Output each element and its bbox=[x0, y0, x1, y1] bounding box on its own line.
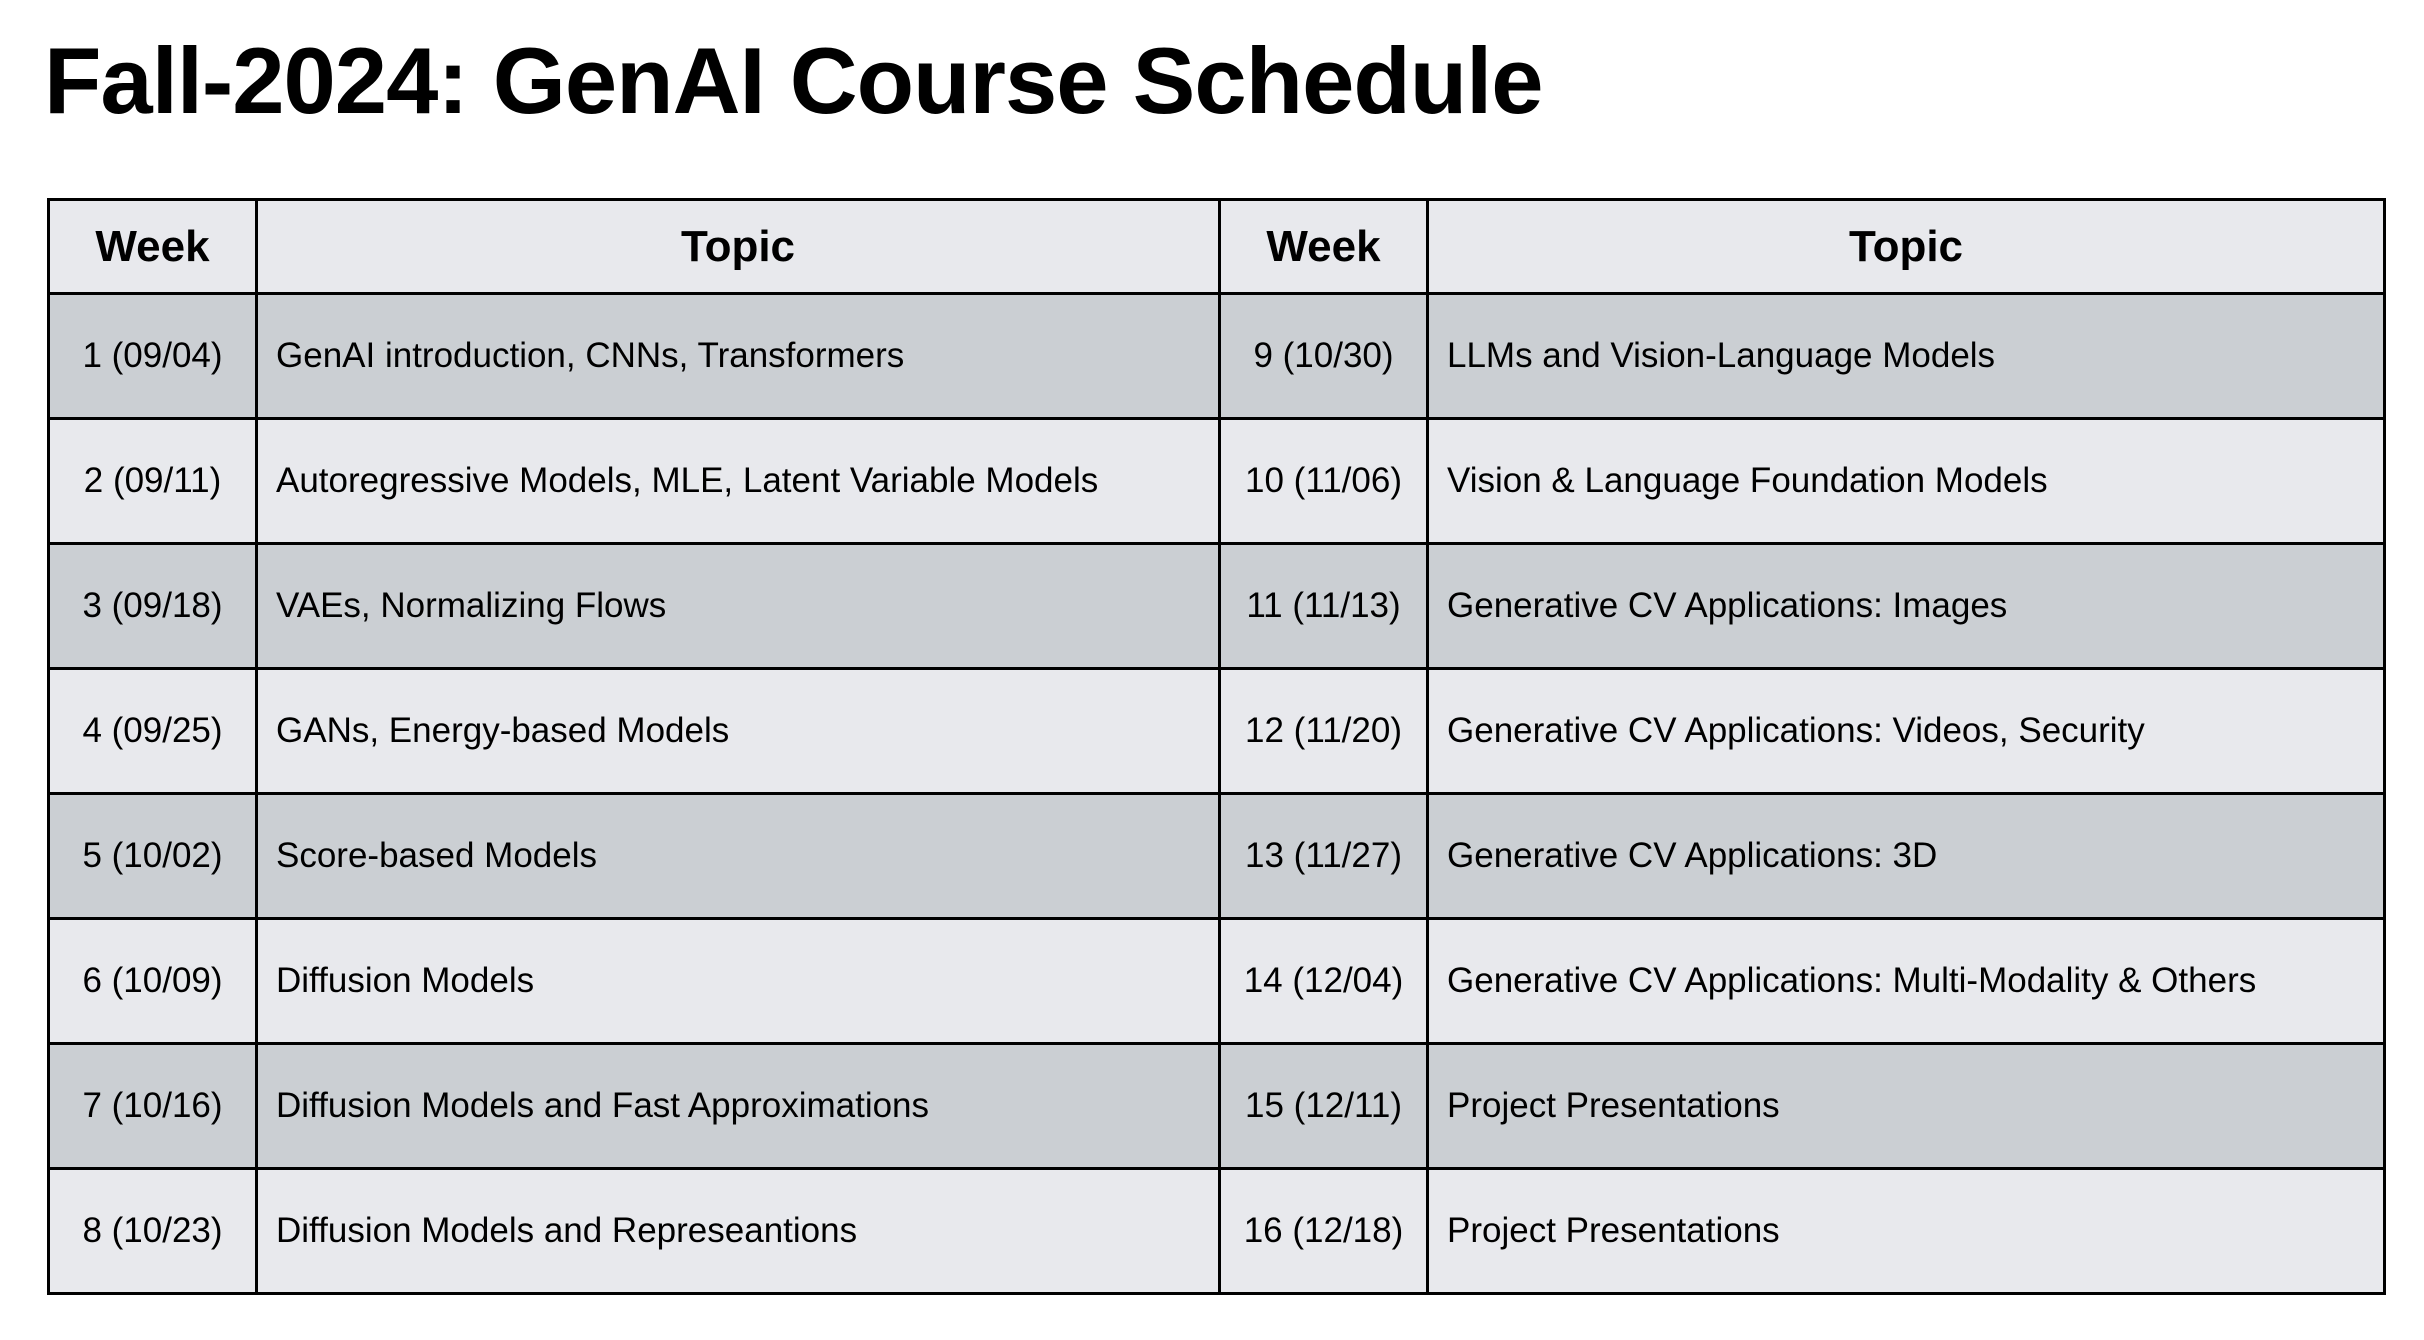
topic-right-cell: Generative CV Applications: 3D bbox=[1428, 794, 2385, 919]
header-week-left: Week bbox=[49, 200, 257, 294]
topic-left-cell: Diffusion Models and Represeantions bbox=[257, 1169, 1220, 1294]
table-row bbox=[49, 544, 2385, 669]
header-week-right: Week bbox=[1220, 200, 1428, 294]
header-topic-right: Topic bbox=[1428, 200, 2385, 294]
week-left-cell: 6 (10/09) bbox=[49, 919, 257, 1044]
topic-left-cell: Diffusion Models and Fast Approximations bbox=[257, 1044, 1220, 1169]
week-left-cell: 8 (10/23) bbox=[49, 1169, 257, 1294]
topic-right-cell: Generative CV Applications: Images bbox=[1428, 544, 2385, 669]
topic-left-cell: Diffusion Models bbox=[257, 919, 1220, 1044]
week-left-cell: 1 (09/04) bbox=[49, 294, 257, 419]
week-right-cell: 14 (12/04) bbox=[1220, 919, 1428, 1044]
week-right-cell: 12 (11/20) bbox=[1220, 669, 1428, 794]
week-right-cell: 13 (11/27) bbox=[1220, 794, 1428, 919]
topic-left-cell: Score-based Models bbox=[257, 794, 1220, 919]
table-header-row bbox=[49, 200, 2385, 294]
week-left-cell: 2 (09/11) bbox=[49, 419, 257, 544]
table-row bbox=[49, 419, 2385, 544]
table-row bbox=[49, 919, 2385, 1044]
week-left-cell: 4 (09/25) bbox=[49, 669, 257, 794]
topic-right-cell: Generative CV Applications: Videos, Security bbox=[1428, 669, 2385, 794]
week-right-cell: 11 (11/13) bbox=[1220, 544, 1428, 669]
topic-right-cell: Project Presentations bbox=[1428, 1169, 2385, 1294]
schedule-table bbox=[47, 198, 2386, 1295]
page-title: Fall-2024: GenAI Course Schedule bbox=[44, 28, 1543, 133]
topic-right-cell: LLMs and Vision-Language Models bbox=[1428, 294, 2385, 419]
week-left-cell: 5 (10/02) bbox=[49, 794, 257, 919]
topic-left-cell: GANs, Energy-based Models bbox=[257, 669, 1220, 794]
topic-left-cell: Autoregressive Models, MLE, Latent Variable Models bbox=[257, 419, 1220, 544]
header-topic-left: Topic bbox=[257, 200, 1220, 294]
week-right-cell: 9 (10/30) bbox=[1220, 294, 1428, 419]
week-right-cell: 10 (11/06) bbox=[1220, 419, 1428, 544]
week-right-cell: 16 (12/18) bbox=[1220, 1169, 1428, 1294]
table-row bbox=[49, 1044, 2385, 1169]
schedule-body bbox=[49, 294, 2385, 1294]
topic-left-cell: GenAI introduction, CNNs, Transformers bbox=[257, 294, 1220, 419]
table-row bbox=[49, 669, 2385, 794]
week-left-cell: 7 (10/16) bbox=[49, 1044, 257, 1169]
table-row bbox=[49, 1169, 2385, 1294]
topic-left-cell: VAEs, Normalizing Flows bbox=[257, 544, 1220, 669]
topic-right-cell: Vision & Language Foundation Models bbox=[1428, 419, 2385, 544]
table-row bbox=[49, 294, 2385, 419]
week-right-cell: 15 (12/11) bbox=[1220, 1044, 1428, 1169]
table-row bbox=[49, 794, 2385, 919]
topic-right-cell: Project Presentations bbox=[1428, 1044, 2385, 1169]
topic-right-cell: Generative CV Applications: Multi-Modality & Others bbox=[1428, 919, 2385, 1044]
week-left-cell: 3 (09/18) bbox=[49, 544, 257, 669]
